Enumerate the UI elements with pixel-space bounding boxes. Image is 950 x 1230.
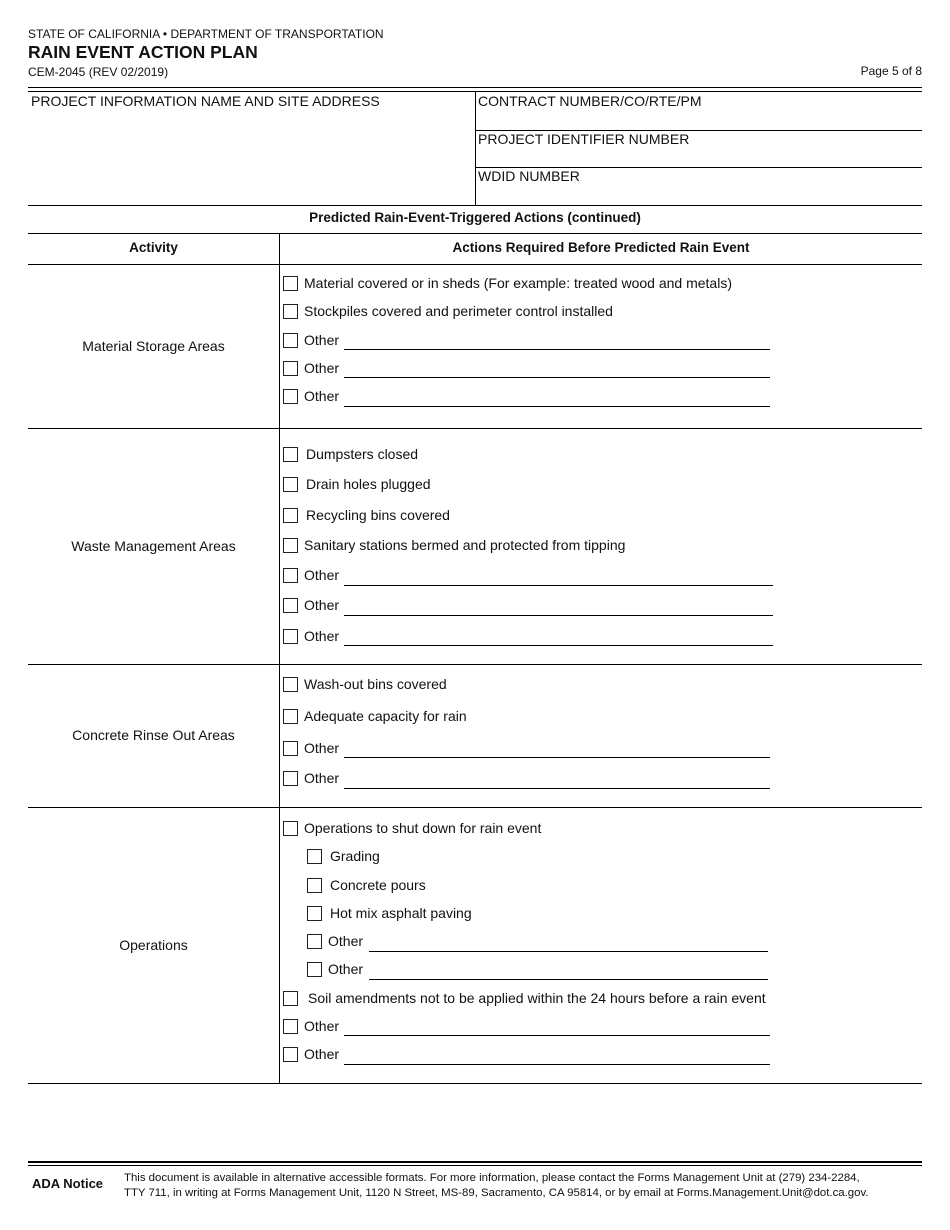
checkbox-washout-bins[interactable] [283, 677, 298, 692]
option-label: Other [304, 628, 340, 644]
activity-waste-management: Waste Management Areas [71, 538, 236, 554]
checkbox-grading[interactable] [307, 849, 322, 864]
option-label: Other [304, 1018, 340, 1034]
checkbox-material-other-2[interactable] [283, 361, 298, 376]
form-title: RAIN EVENT ACTION PLAN [28, 42, 258, 62]
concrete-other-2-field[interactable] [344, 788, 770, 789]
option-label: Drain holes plugged [306, 476, 431, 492]
checkbox-waste-other-2[interactable] [283, 598, 298, 613]
concrete-other-1-field[interactable] [344, 757, 770, 758]
header-row-rule [28, 264, 922, 265]
checkbox-operations-other-2[interactable] [283, 1047, 298, 1062]
option-label: Other [304, 770, 340, 786]
checkbox-stockpiles-covered[interactable] [283, 304, 298, 319]
page-number: Page 5 of 8 [860, 64, 922, 78]
checkbox-concrete-other-2[interactable] [283, 771, 298, 786]
contract-number-field[interactable] [478, 112, 918, 129]
column-divider [279, 233, 280, 1084]
activity-operations: Operations [119, 937, 188, 953]
actions-column-header: Actions Required Before Predicted Rain Event [452, 240, 750, 255]
checkbox-adequate-capacity[interactable] [283, 709, 298, 724]
checkbox-soil-amendments[interactable] [283, 991, 298, 1006]
ada-notice-line-1: This document is available in alternative accessible formats. For more information, please contact the Forms Management Unit at (279) 234-2284, [124, 1172, 860, 1184]
option-label: Grading [330, 848, 380, 864]
operations-other-2-field[interactable] [344, 1064, 770, 1065]
option-label: Other [304, 332, 340, 348]
row-divider [28, 664, 922, 665]
option-label: Wash-out bins covered [304, 676, 447, 692]
option-label: Other [304, 388, 340, 404]
waste-other-1-field[interactable] [344, 585, 773, 586]
project-identifier-field[interactable] [478, 149, 918, 166]
checkbox-operations-sub-other-1[interactable] [307, 934, 322, 949]
ada-notice-label: ADA Notice [32, 1176, 104, 1191]
option-label: Material covered or in sheds (For example: treated wood and metals) [304, 275, 732, 291]
option-label: Other [304, 360, 340, 376]
checkbox-operations-other-1[interactable] [283, 1019, 298, 1034]
activity-column-header: Activity [129, 240, 178, 255]
activity-concrete-rinse: Concrete Rinse Out Areas [72, 727, 235, 743]
checkbox-waste-other-1[interactable] [283, 568, 298, 583]
section-title-rule [28, 233, 922, 234]
option-label: Soil amendments not to be applied within the 24 hours before a rain event [308, 990, 766, 1006]
section-title: Predicted Rain-Event-Triggered Actions (continued) [309, 210, 641, 225]
checkbox-material-other-3[interactable] [283, 389, 298, 404]
option-label: Adequate capacity for rain [304, 708, 467, 724]
checkbox-operations-sub-other-2[interactable] [307, 962, 322, 977]
option-label: Dumpsters closed [306, 446, 419, 462]
row-divider [28, 807, 922, 808]
checkbox-material-covered[interactable] [283, 276, 298, 291]
material-other-1-field[interactable] [344, 349, 770, 350]
project-name-address-label: PROJECT INFORMATION NAME AND SITE ADDRESS [31, 93, 380, 109]
option-label: Concrete pours [330, 877, 426, 893]
project-bottom-rule [28, 205, 922, 206]
option-label: Other [328, 933, 364, 949]
header-rule [28, 87, 922, 88]
option-label: Other [304, 1046, 340, 1062]
checkbox-waste-other-3[interactable] [283, 629, 298, 644]
option-label: Recycling bins covered [306, 507, 450, 523]
footer-rule-2 [28, 1165, 922, 1166]
checkbox-dumpsters-closed[interactable] [283, 447, 298, 462]
contract-number-label: CONTRACT NUMBER/CO/RTE/PM [478, 93, 702, 109]
checkbox-recycling-bins-covered[interactable] [283, 508, 298, 523]
table-bottom-rule [28, 1083, 922, 1084]
checkbox-concrete-other-1[interactable] [283, 741, 298, 756]
material-other-2-field[interactable] [344, 377, 770, 378]
option-label: Sanitary stations bermed and protected from tipping [304, 537, 626, 553]
project-identifier-label: PROJECT IDENTIFIER NUMBER [478, 131, 690, 147]
checkbox-concrete-pours[interactable] [307, 878, 322, 893]
waste-other-3-field[interactable] [344, 645, 773, 646]
material-other-3-field[interactable] [344, 406, 770, 407]
row-divider [28, 428, 922, 429]
activity-material-storage: Material Storage Areas [82, 338, 225, 354]
footer-rule [28, 1161, 922, 1163]
waste-other-2-field[interactable] [344, 615, 773, 616]
option-label: Other [304, 597, 340, 613]
agency-line: STATE OF CALIFORNIA • DEPARTMENT OF TRANSPORTATION [28, 27, 384, 41]
operations-sub-other-1-field[interactable] [369, 951, 768, 952]
option-label: Other [304, 567, 340, 583]
option-label: Other [304, 740, 340, 756]
checkbox-sanitary-stations[interactable] [283, 538, 298, 553]
checkbox-drain-holes-plugged[interactable] [283, 477, 298, 492]
option-label: Stockpiles covered and perimeter control installed [304, 303, 613, 319]
ada-notice-line-2: TTY 711, in writing at Forms Management Unit, 1120 N Street, MS-89, Sacramento, CA 95814, or by email at Forms.Management.Unit@dot.ca.gov. [124, 1187, 869, 1199]
wdid-label: WDID NUMBER [478, 168, 580, 184]
operations-sub-other-2-field[interactable] [369, 979, 768, 980]
option-label: Other [328, 961, 364, 977]
operations-other-1-field[interactable] [344, 1035, 770, 1036]
checkbox-material-other-1[interactable] [283, 333, 298, 348]
checkbox-operations-shutdown[interactable] [283, 821, 298, 836]
project-divider [475, 92, 476, 205]
ada-notice-text [124, 1171, 922, 1201]
checkbox-hot-mix-asphalt[interactable] [307, 906, 322, 921]
project-name-address-field[interactable] [30, 112, 470, 202]
form-number: CEM-2045 (REV 02/2019) [28, 65, 169, 79]
option-label: Operations to shut down for rain event [304, 820, 542, 836]
option-label: Hot mix asphalt paving [330, 905, 472, 921]
wdid-field[interactable] [478, 186, 918, 203]
